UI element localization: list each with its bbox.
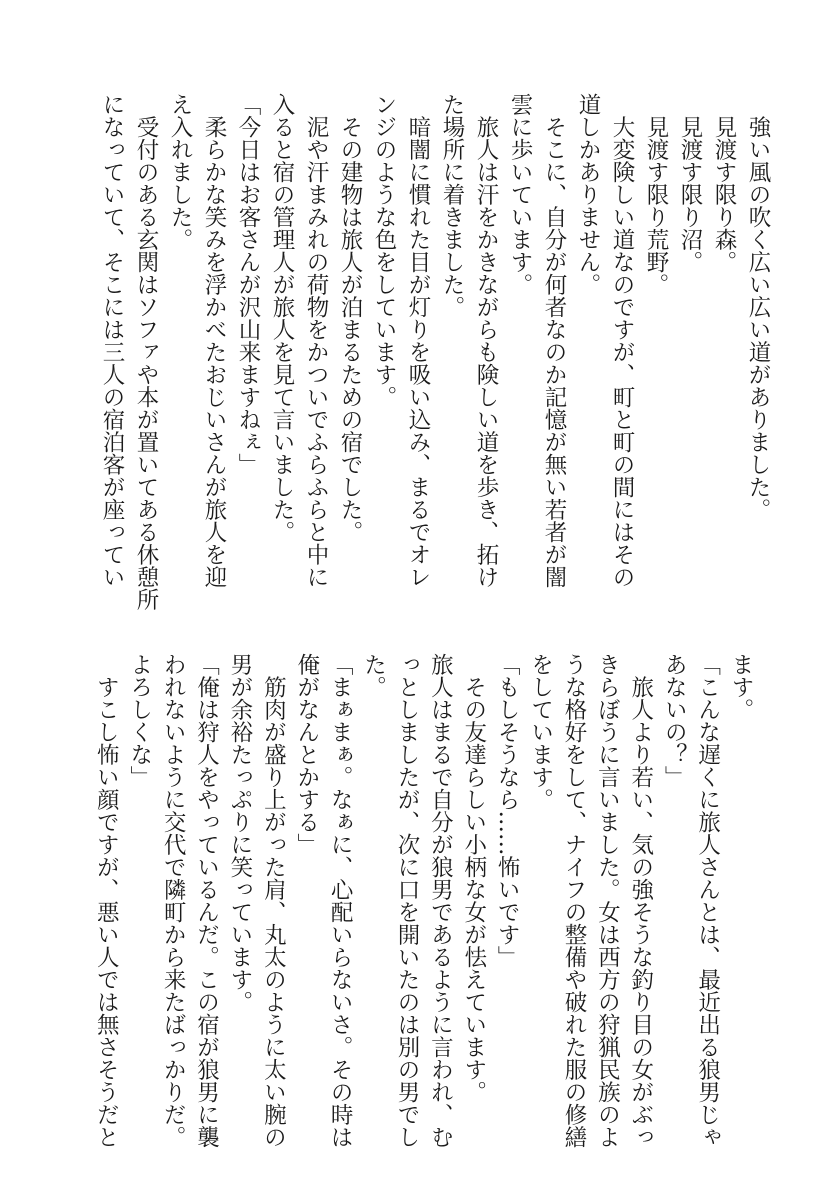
text-column: 「こんな遅くに旅人さんとは、最近出る狼男じゃ	[694, 653, 721, 1148]
text-column: 「今日はお客さんが沢山来ますねぇ」	[235, 93, 261, 476]
text-column: 入ると宿の管理人が旅人を見て言いました。	[269, 93, 295, 543]
text-column: ます。	[728, 653, 754, 721]
text-column: 見渡す限り沼。	[677, 93, 703, 273]
text-column: 男が余裕たっぷりに笑っています。	[226, 653, 253, 1013]
text-column: よろしくな」	[126, 653, 153, 788]
text-column: 旅人はまるで自分が狼男であるように言われ、む	[427, 653, 454, 1148]
text-column: あないの？」	[661, 653, 688, 788]
text-column: 「俺は狩人をやっているんだ。この宿が狼男に襲	[193, 653, 220, 1148]
text-column: え入れました。	[167, 93, 193, 251]
text-column: っとしましたが、次に口を開いたのは別の男でし	[393, 653, 420, 1148]
text-column: 泥や汗まみれの荷物をかついでふらふらと中に	[303, 93, 329, 588]
text-column: た場所に着きました。	[439, 93, 465, 318]
text-column: ンジのような色をしています。	[371, 93, 397, 408]
text-column: 雲に歩いています。	[507, 93, 533, 296]
text-column: 柔らかな笑みを浮かべたおじいさんが旅人を迎	[201, 93, 227, 588]
text-column: きらぼうに言いました。女は西方の狩猟民族のよ	[594, 653, 621, 1148]
text-column: 見渡す限り荒野。	[643, 93, 669, 296]
lower-text-block	[89, 653, 757, 1163]
text-column: をしています。	[527, 653, 554, 811]
text-column: うな格好をして、ナイフの整備や破れた服の修繕	[560, 653, 587, 1148]
text-column: 強い風の吹く広い広い道がありました。	[745, 93, 771, 521]
text-column: た。	[360, 653, 387, 698]
text-column: 暗闇に慣れた目が灯りを吸い込み、まるでオレ	[405, 93, 431, 588]
text-column: 旅人は汗をかきながらも険しい道を歩き、拓け	[473, 93, 499, 588]
text-column: そこに、自分が何者なのか記憶が無い若者が闇	[541, 93, 567, 588]
text-column: 大変険しい道なのですが、町と町の間にはその	[609, 93, 635, 588]
text-column: 道しかありません。	[575, 93, 601, 296]
text-column: 「まぁまぁ。なぁに、心配いらないさ。その時は	[327, 653, 354, 1148]
text-column: 旅人より若い、気の強そうな釣り目の女がぶっ	[627, 653, 654, 1148]
text-column: 見渡す限り森。	[711, 93, 737, 273]
text-column: 俺がなんとかする」	[293, 653, 320, 856]
text-column: その友達らしい小柄な女が怯えています。	[460, 653, 487, 1103]
text-column: 受付のある玄関はソファや本が置いてある休憩所	[133, 93, 159, 611]
text-column: になっていて、そこには三人の宿泊客が座ってい	[99, 93, 125, 588]
text-column: 筋肉が盛り上がった肩、丸太のように太い腕の	[260, 653, 287, 1148]
text-column: その建物は旅人が泊まるための宿でした。	[337, 93, 363, 543]
text-column: われないように交代で隣町から来たばっかりだ。	[160, 653, 187, 1148]
text-column: 「もしそうなら……怖いです」	[494, 653, 521, 968]
text-column: すこし怖い顔ですが、悪い人では無さそうだと	[93, 653, 120, 1148]
upper-text-block	[95, 93, 775, 611]
